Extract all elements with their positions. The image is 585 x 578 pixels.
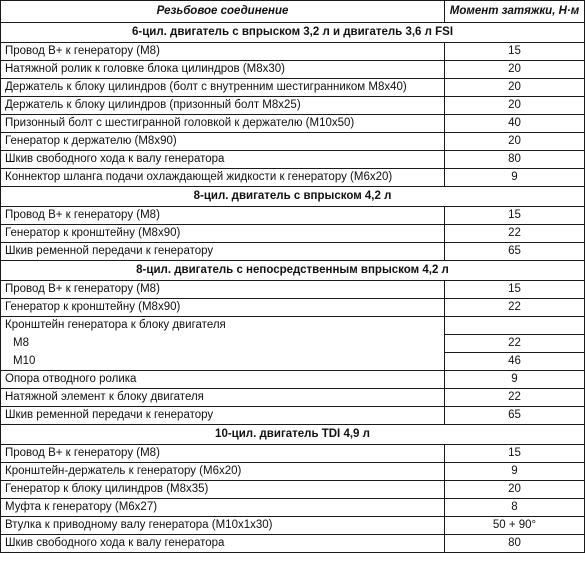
torque-cell: 20 bbox=[445, 79, 585, 97]
table-row bbox=[1, 207, 585, 225]
section-row bbox=[1, 23, 585, 43]
connection-cell: Втулка к приводному валу генератора (M10x1x30) bbox=[1, 517, 445, 535]
table-body bbox=[1, 23, 585, 553]
table-row bbox=[1, 79, 585, 97]
torque-cell: 46 bbox=[445, 353, 585, 371]
table-row bbox=[1, 151, 585, 169]
connection-cell: Шкив свободного хода к валу генератора bbox=[1, 535, 445, 553]
table-row bbox=[1, 133, 585, 151]
table-row bbox=[1, 371, 585, 389]
torque-cell: 22 bbox=[445, 225, 585, 243]
connection-cell: Шкив ременной передачи к генератору bbox=[1, 407, 445, 425]
torque-cell: 80 bbox=[445, 535, 585, 553]
torque-cell: 9 bbox=[445, 463, 585, 481]
header-connection: Резьбовое соединение bbox=[1, 1, 445, 23]
torque-cell: 20 bbox=[445, 481, 585, 499]
connection-cell: Шкив свободного хода к валу генератора bbox=[1, 151, 445, 169]
table-row bbox=[1, 299, 585, 317]
connection-subcell: M8 bbox=[1, 335, 445, 353]
table-row bbox=[1, 115, 585, 133]
section-row bbox=[1, 261, 585, 281]
torque-cell: 15 bbox=[445, 43, 585, 61]
connection-cell: Натяжной элемент к блоку двигателя bbox=[1, 389, 445, 407]
section-title: 8-цил. двигатель с непосредственным впрыском 4,2 л bbox=[1, 261, 585, 281]
torque-cell: 22 bbox=[445, 335, 585, 353]
table-row bbox=[1, 61, 585, 79]
table-row bbox=[1, 225, 585, 243]
table-row bbox=[1, 353, 585, 371]
table-row bbox=[1, 97, 585, 115]
table-row bbox=[1, 535, 585, 553]
header-torque: Момент затяжки, Н·м bbox=[445, 1, 585, 23]
table-row bbox=[1, 317, 585, 335]
connection-cell: Провод B+ к генератору (M8) bbox=[1, 207, 445, 225]
section-title: 6-цил. двигатель с впрыском 3,2 л и двигатель 3,6 л FSI bbox=[1, 23, 585, 43]
connection-cell: Генератор к кронштейну (M8x90) bbox=[1, 299, 445, 317]
table-row bbox=[1, 445, 585, 463]
table-row bbox=[1, 407, 585, 425]
connection-cell: Генератор к блоку цилиндров (M8x35) bbox=[1, 481, 445, 499]
connection-cell: Натяжной ролик к головке блока цилиндров (M8x30) bbox=[1, 61, 445, 79]
connection-cell: Провод B+ к генератору (M8) bbox=[1, 445, 445, 463]
torque-cell: 22 bbox=[445, 299, 585, 317]
connection-cell: Провод B+ к генератору (M8) bbox=[1, 281, 445, 299]
connection-cell: Провод B+ к генератору (M8) bbox=[1, 43, 445, 61]
table-row bbox=[1, 517, 585, 535]
connection-subcell: M10 bbox=[1, 353, 445, 371]
torque-cell: 40 bbox=[445, 115, 585, 133]
connection-cell: Опора отводного ролика bbox=[1, 371, 445, 389]
torque-cell: 65 bbox=[445, 407, 585, 425]
torque-cell: 9 bbox=[445, 169, 585, 187]
connection-cell: Призонный болт с шестигранной головкой к держателю (M10x50) bbox=[1, 115, 445, 133]
table-row bbox=[1, 281, 585, 299]
torque-cell: 65 bbox=[445, 243, 585, 261]
connection-cell: Коннектор шланга подачи охлаждающей жидкости к генератору (M6x20) bbox=[1, 169, 445, 187]
torque-cell: 20 bbox=[445, 97, 585, 115]
torque-cell: 50 + 90° bbox=[445, 517, 585, 535]
table-row bbox=[1, 243, 585, 261]
table-row bbox=[1, 499, 585, 517]
torque-cell: 8 bbox=[445, 499, 585, 517]
torque-cell: 20 bbox=[445, 133, 585, 151]
torque-cell-empty bbox=[445, 317, 585, 335]
torque-cell: 15 bbox=[445, 445, 585, 463]
connection-cell: Шкив ременной передачи к генератору bbox=[1, 243, 445, 261]
torque-cell: 9 bbox=[445, 371, 585, 389]
section-title: 8-цил. двигатель с впрыском 4,2 л bbox=[1, 187, 585, 207]
connection-cell: Кронштейн генератора к блоку двигателя bbox=[1, 317, 445, 335]
connection-cell: Генератор к кронштейну (M8x90) bbox=[1, 225, 445, 243]
table-row bbox=[1, 481, 585, 499]
table-row bbox=[1, 169, 585, 187]
torque-cell: 15 bbox=[445, 281, 585, 299]
table-row bbox=[1, 463, 585, 481]
section-title: 10-цил. двигатель TDI 4,9 л bbox=[1, 425, 585, 445]
connection-cell: Муфта к генератору (M6x27) bbox=[1, 499, 445, 517]
table-row bbox=[1, 335, 585, 353]
torque-cell: 15 bbox=[445, 207, 585, 225]
connection-cell: Держатель к блоку цилиндров (призонный болт M8x25) bbox=[1, 97, 445, 115]
connection-cell: Кронштейн-держатель к генератору (M6x20) bbox=[1, 463, 445, 481]
torque-cell: 22 bbox=[445, 389, 585, 407]
section-row bbox=[1, 425, 585, 445]
connection-cell: Генератор к держателю (M8x90) bbox=[1, 133, 445, 151]
torque-cell: 80 bbox=[445, 151, 585, 169]
table-row bbox=[1, 43, 585, 61]
table-header-row bbox=[1, 1, 585, 23]
connection-cell: Держатель к блоку цилиндров (болт с внутренним шестигранником M8x40) bbox=[1, 79, 445, 97]
table-row bbox=[1, 389, 585, 407]
torque-cell: 20 bbox=[445, 61, 585, 79]
section-row bbox=[1, 187, 585, 207]
